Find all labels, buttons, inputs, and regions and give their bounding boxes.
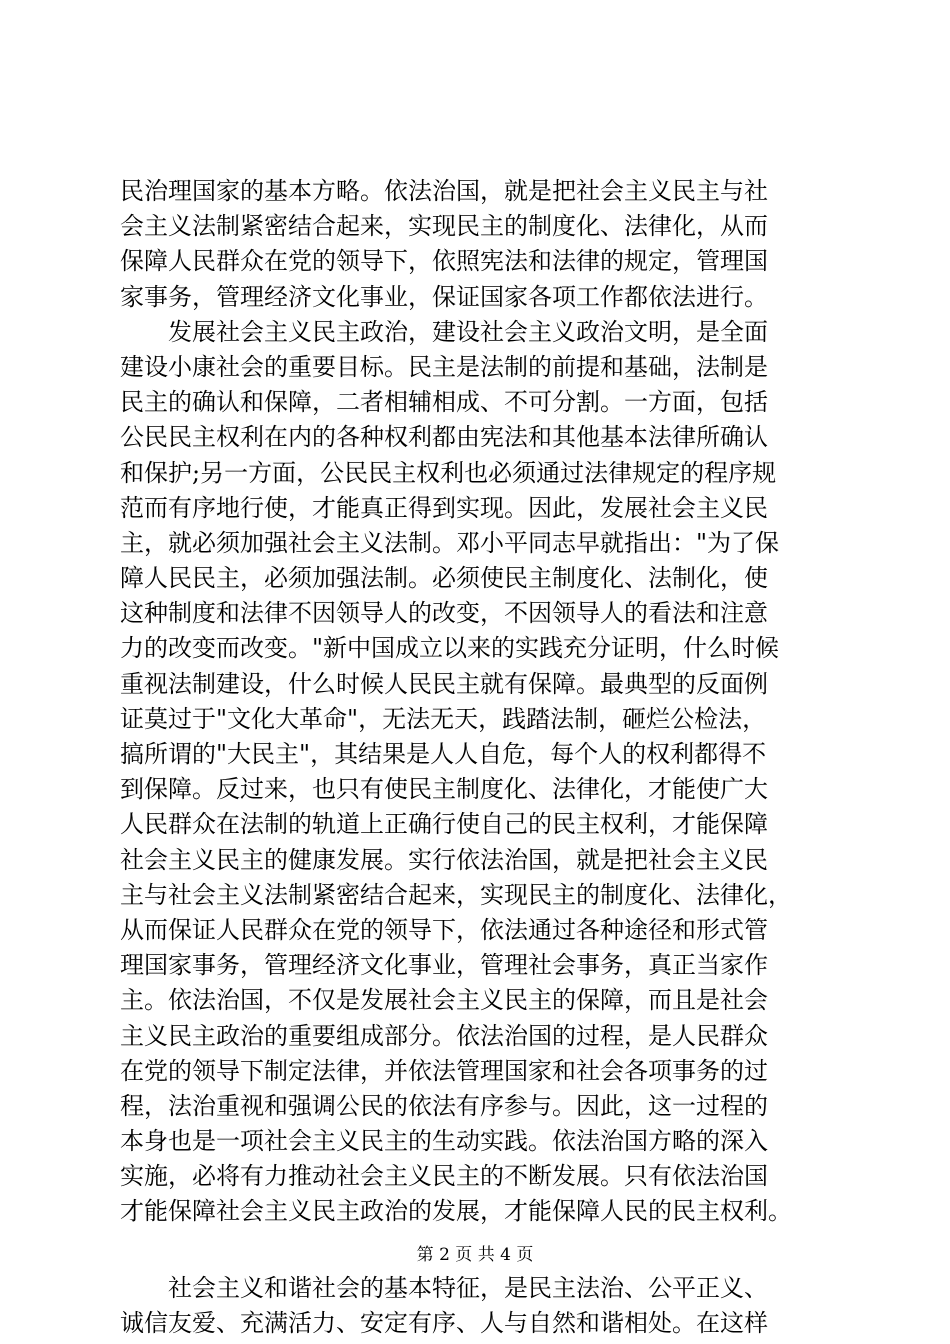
text-line: 理国家事务，管理经济文化事业，管理社会事务，真正当家作 [120, 951, 768, 980]
text-line: 主义民主政治的重要组成部分。依法治国的过程，是人民群众 [120, 1021, 768, 1050]
text-line: 民治理国家的基本方略。依法治国，就是把社会主义民主与社 [120, 177, 768, 205]
text-line: 家事务，管理经济文化事业，保证国家各项工作都依法进行。 [120, 282, 768, 311]
text-line: 主与社会主义法制紧密结合起来，实现民主的制度化、法律化， [120, 880, 792, 909]
text-line: 诚信友爱、充满活力、安定有序、人与自然和谐相处。在这样 [120, 1308, 768, 1337]
page-footer: 第 2 页 共 4 页 [416, 1245, 534, 1265]
paragraph [120, 315, 840, 1230]
text-line: 建设小康社会的重要目标。民主是法制的前提和基础，法制是 [120, 352, 768, 381]
text-line: 本身也是一项社会主义民主的生动实践。依法治国方略的深入 [120, 1127, 768, 1156]
text-line: 主，就必须加强社会主义法制。邓小平同志早就指出："为了保 [120, 528, 780, 557]
paragraph [120, 174, 840, 315]
text-line: 保障人民群众在党的领导下，依照宪法和法律的规定，管理国 [120, 247, 768, 276]
text-line: 搞所谓的"大民主"，其结果是人人自危，每个人的权利都得不 [120, 740, 767, 768]
text-line: 重视法制建设，什么时候人民民主就有保障。最典型的反面例 [120, 669, 768, 698]
text-line: 会主义法制紧密结合起来，实现民主的制度化、法律化，从而 [120, 212, 768, 241]
text-line: 社会主义民主的健康发展。实行依法治国，就是把社会主义民 [120, 845, 768, 874]
text-line: 到保障。反过来，也只有使民主制度化、法律化，才能使广大 [120, 775, 768, 804]
text-line: 范而有序地行使，才能真正得到实现。因此，发展社会主义民 [120, 493, 768, 522]
text-line: 主。依法治国，不仅是发展社会主义民主的保障，而且是社会 [120, 986, 768, 1015]
text-line: 这种制度和法律不因领导人的改变，不因领导人的看法和注意 [120, 599, 768, 628]
text-line: 社会主义和谐社会的基本特征，是民主法治、公平正义、 [168, 1273, 768, 1302]
text-line: 和保护;另一方面，公民民主权利也必须通过法律规定的程序规 [120, 458, 777, 487]
text-line: 障人民民主，必须加强法制。必须使民主制度化、法制化，使 [120, 564, 768, 593]
document-body [120, 174, 840, 1341]
text-line: 证莫过于"文化大革命"，无法无天，践踏法制，砸烂公检法， [120, 704, 767, 733]
text-line: 实施，必将有力推动社会主义民主的不断发展。只有依法治国 [120, 1162, 768, 1191]
paragraph [120, 1271, 840, 1341]
text-line: 程，法治重视和强调公民的依法有序参与。因此，这一过程的 [120, 1091, 768, 1120]
text-line: 人民群众在法制的轨道上正确行使自己的民主权利，才能保障 [120, 810, 768, 839]
text-line: 力的改变而改变。"新中国成立以来的实践充分证明，什么时候 [120, 634, 780, 663]
text-line: 在党的领导下制定法律，并依法管理国家和社会各项事务的过 [120, 1056, 768, 1085]
text-line: 公民民主权利在内的各种权利都由宪法和其他基本法律所确认 [120, 423, 768, 452]
text-line: 发展社会主义民主政治，建设社会主义政治文明，是全面 [168, 317, 768, 346]
text-line: 从而保证人民群众在党的领导下，依法通过各种途径和形式管 [120, 915, 768, 944]
text-line: 才能保障社会主义民主政治的发展，才能保障人民的民主权利。 [120, 1197, 792, 1226]
text-line: 民主的确认和保障，二者相辅相成、不可分割。一方面，包括 [120, 388, 768, 417]
